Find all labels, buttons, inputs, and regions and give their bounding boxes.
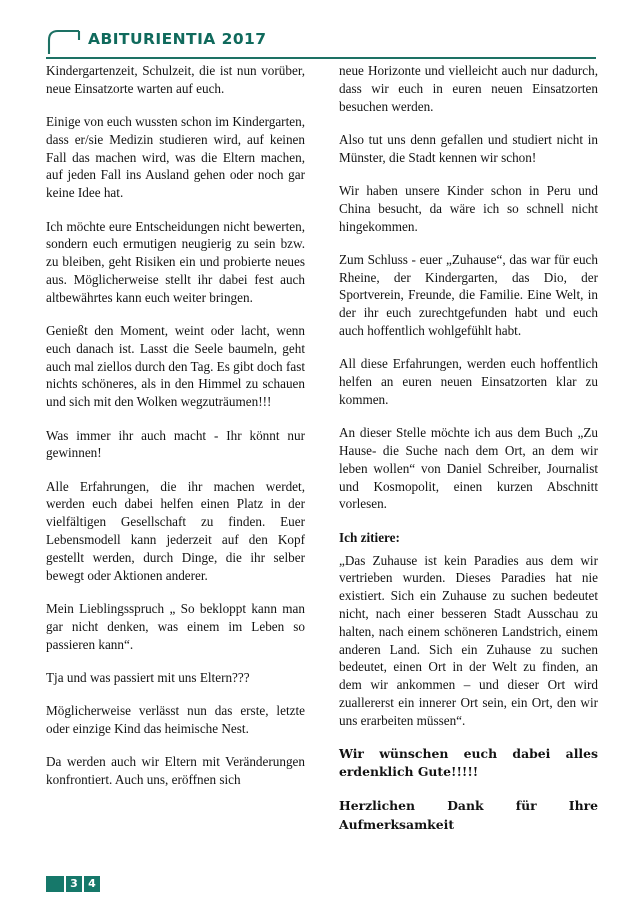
paragraph: Wir haben unsere Kinder schon in Peru und China besucht, da wäre ich so schnell nicht hingekommen. [339, 182, 598, 234]
column-right [339, 62, 598, 862]
paragraph: Tja und was passiert mit uns Eltern??? [46, 669, 250, 685]
paragraph: Alle Erfahrungen, die ihr machen werdet, werden euch dabei helfen einen Platz in der vielfältigen Gesellschaft zu finden. Euer Lebensmodell kann jederzeit auf den Kopf gestellt werden, durch Dinge, die ihr selber bewegt oder Aktionen anderer. [46, 478, 305, 583]
closing-thanks-paragraph: Herzlichen Dank für Ihre Aufmerksamkeit [339, 798, 598, 832]
pager-box-3: 3 [66, 876, 82, 892]
paragraph: neue Horizonte und vielleicht auch nur dadurch, dass wir euch in euren neuen Einsatzorten besuchen werden. [339, 63, 598, 114]
page-number-footer [46, 876, 100, 892]
paragraph: Ich möchte eure Entscheidungen nicht bewerten, sondern euch ermutigen neugierig zu sein bzw. zu bleiben, geht Risiken ein und probierte neues aus. Möglicherweise stellt ihr dabei fest auch altbewährtes kann euch weiter bringen. [46, 218, 305, 305]
paragraph: Genießt den Moment, weint oder lacht, wenn euch danach ist. Lasst die Seele baumeln, geht auch mal ziellos durch den Tag. Es gibt doch fast nichts schöneres, als in den Himmel zu schauen und sich mit den Wolken wegzuträumen!!! [46, 323, 305, 410]
article-columns [46, 62, 598, 862]
paragraph: Möglicherweise verlässt nun das erste, letzte oder einzige Kind das heimische Nest. [46, 703, 305, 736]
paragraph: Da werden auch wir Eltern mit Veränderungen konfrontiert. Auch uns, eröffnen sich [46, 754, 305, 787]
paragraph: Was immer ihr auch macht - Ihr könnt nur gewinnen! [46, 427, 305, 461]
paragraph: Zum Schluss - euer „Zuhause“, das war für euch Rheine, der Kindergarten, das Dio, der Sportverein, Freunde, die Familie. Eine Welt, in der ihr euch zurechtgefunden habt und euch auch hoffentlich wohlgefühlt habt. [339, 251, 598, 339]
closing-wish-paragraph: Wir wünschen euch dabei alles erdenklich Gute!!!!! [339, 746, 598, 780]
paragraph: Einige von euch wussten schon im Kindergarten, dass er/sie Medizin studieren wird, auf keinen Fall das machen wird, was die Eltern machen, auf jeden Fall ins Ausland gehen oder noch gar keine Idee hat. [46, 114, 305, 201]
rounded-bracket-icon [46, 28, 82, 56]
pager-box-4: 4 [84, 876, 100, 892]
paragraph: Also tut uns denn gefallen und studiert nicht in Münster, die Stadt kennen wir schon! [339, 131, 598, 165]
pager-box-blank [46, 876, 64, 892]
page-header [46, 26, 596, 60]
page-title: ABITURIENTIA 2017 [88, 30, 267, 48]
paragraph: Kindergartenzeit, Schulzeit, die ist nun vorüber, neue Einsatzorte warten auf euch. [46, 63, 305, 96]
paragraph: An dieser Stelle möchte ich aus dem Buch „Zu Hause- die Suche nach dem Ort, an dem wir leben wollen“ von Daniel Schreiber, Journalist und Kosmopolit, einen kurzen Abschnitt vorlesen. [339, 425, 598, 512]
blockquote-paragraph: „Das Zuhause ist kein Paradies aus dem wir vertrieben wurden. Dieses Paradies hat nie existiert. Sich ein Zuhause zu suchen bedeutet nicht, nach einer besseren Stadt Ausschau zu halten, nach einem schöneren Landstrich, einem anderen Land. Sich ein Zuhause zu suchen bedeutet, einen Ort in der Welt zu finden, an dem wir ankommen – und dieser Ort wird zuallererst ein innerer Ort sein, ein Ort, den wir uns erarbeiten müssen“. [339, 552, 598, 728]
quote-heading: Ich zitiere: [339, 529, 400, 545]
header-divider [46, 57, 596, 59]
column-left [46, 62, 305, 862]
paragraph: Mein Lieblingsspruch „ So bekloppt kann man gar nicht denken, was einem im Leben so passieren kann“. [46, 600, 305, 652]
paragraph: All diese Erfahrungen, werden euch hoffentlich helfen an euren neuen Einsatzorten klar zu kommen. [339, 356, 598, 407]
